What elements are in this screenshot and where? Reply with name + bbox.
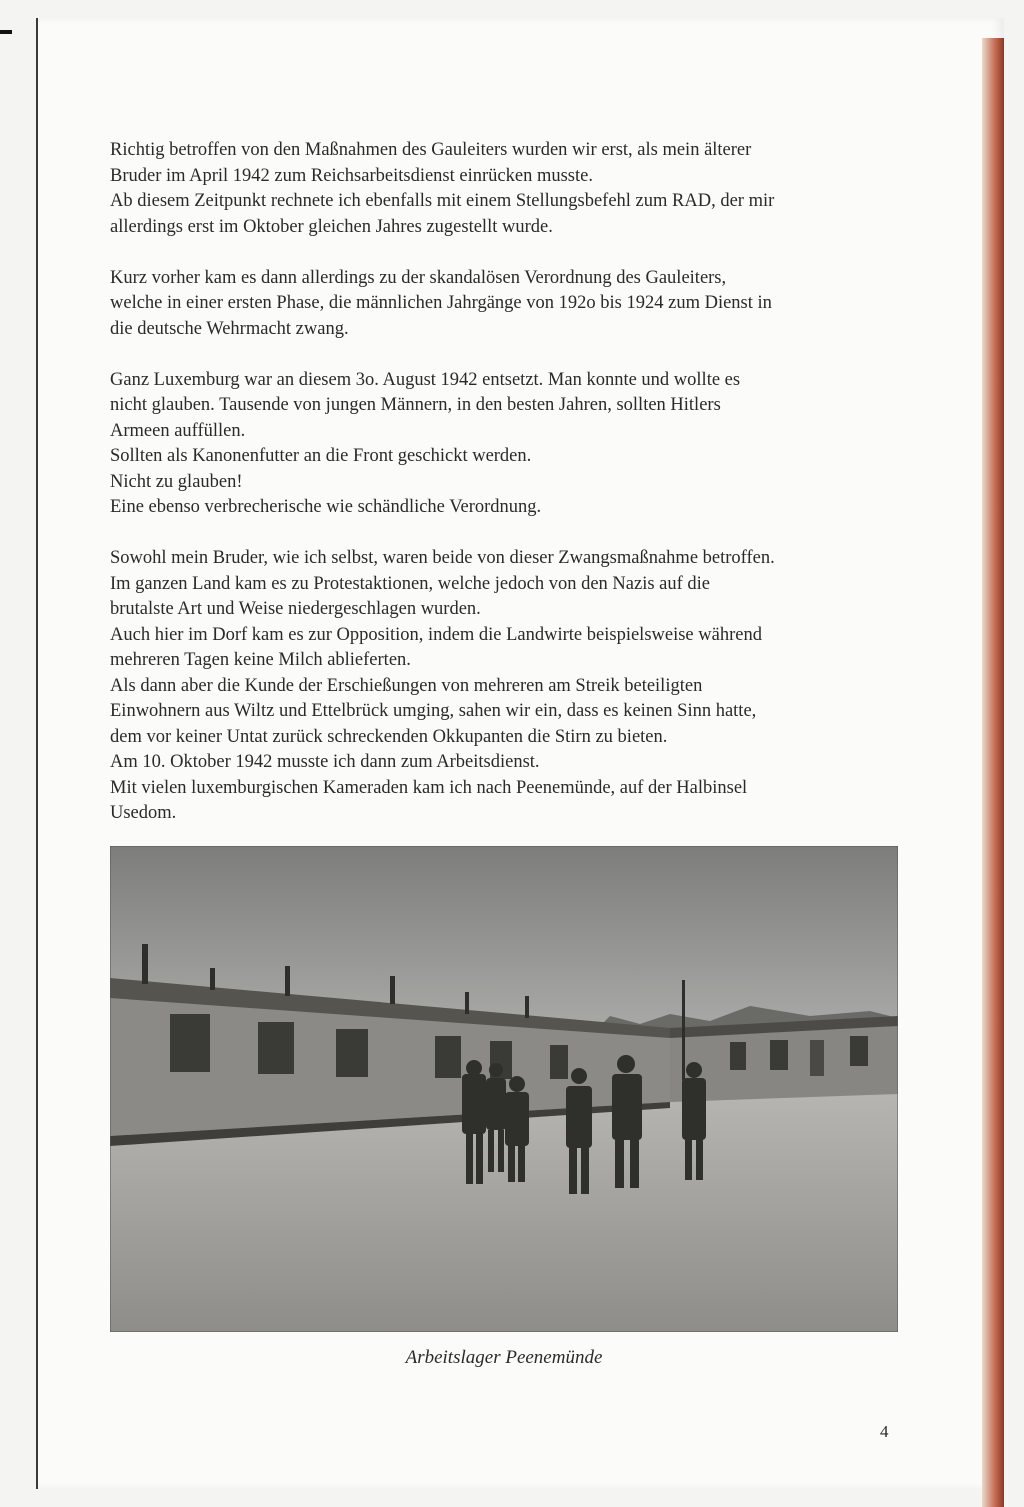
paragraph-4: Sowohl mein Bruder, wie ich selbst, waren beide von dieser Zwangsmaßnahme betroffen. Im ganzen Land kam es zu Protestaktionen, welche jedoch von den Nazis auf die brutalste Art und Weise niedergeschlagen wurden. Auch hier im Dorf kam es zur Opposition, indem die Landwirte beispielsweise während mehreren Tagen keine Milch ablieferten. Als dann aber die Kunde der Erschießungen von mehreren am Streik beteiligten Einwohnern aus Wiltz und Ettelbrück umging, sahen wir ein, dass es keinen Sinn hatte, dem vor keiner Untat zurück schreckenden Okkupanten die Stirn zu bieten. Am 10. Oktober 1942 musste ich dann zum Arbeitsdienst. Mit vielen luxemburgischen Kameraden kam ich nach Peenemünde, auf der Halbinsel Usedom. [110,548,775,823]
body-text [110,138,880,852]
scan-mark [0,30,12,34]
page-edge [982,38,1004,1507]
photo-caption: Arbeitslager Peenemünde [405,1347,603,1368]
page-number: 4 [880,1422,889,1441]
paragraph-3: Ganz Luxemburg war an diesem 3o. August 1942 entsetzt. Man konnte und wollte es nicht glauben. Tausende von jungen Männern, in den besten Jahren, sollten Hitlers Armeen auffüllen. Sollten als Kanonenfutter an die Front geschickt werden. Nicht zu glauben! Eine ebenso verbrecherische wie schändliche Verordnung. [110,369,741,517]
photo-labor-camp [110,846,898,1332]
paragraph-2: Kurz vorher kam es dann allerdings zu der skandalösen Verordnung des Gauleiters, welche in einer ersten Phase, die männlichen Jahrgänge von 192o bis 1924 zum Dienst in die deutsche Wehrmacht zwang. [110,267,772,339]
paragraph-1: Richtig betroffen von den Maßnahmen des Gauleiters wurden wir erst, als mein älterer Bruder im April 1942 zum Reichsarbeitsdienst einrücken musste. Ab diesem Zeitpunkt rechnete ich ebenfalls mit einem Stellungsbefehl zum RAD, der mir allerdings erst im Oktober gleichen Jahres zugestellt wurde. [110,140,775,237]
